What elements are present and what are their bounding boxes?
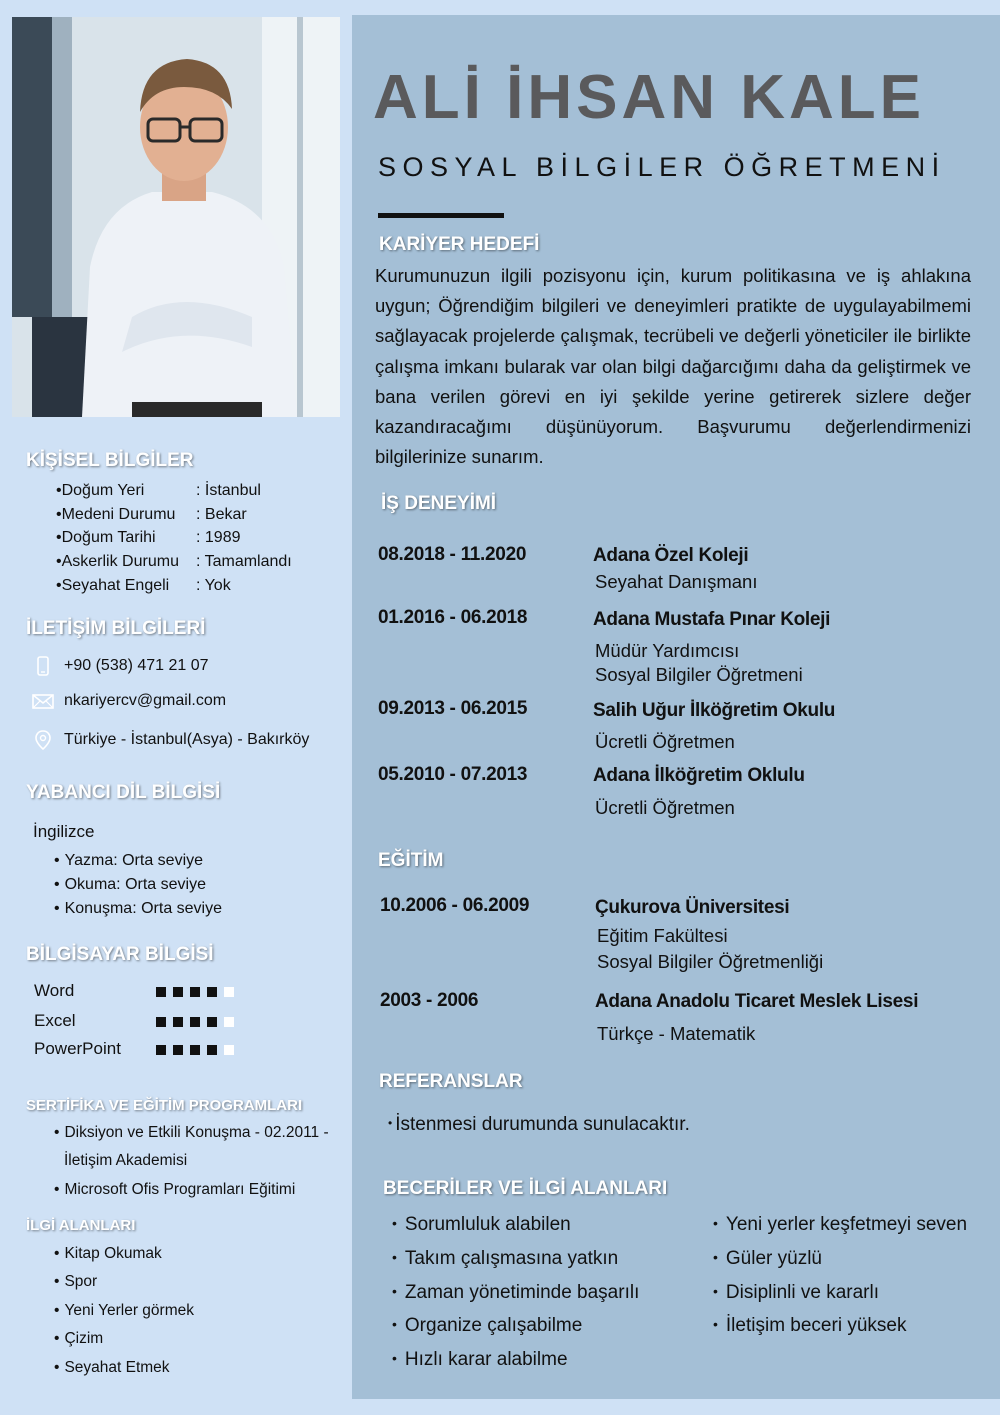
education-detail: Türkçe - Matematik: [597, 1023, 756, 1044]
certificate-item: • Diksiyon ve Etkili Konuşma - 02.2011 -: [54, 1124, 329, 1142]
skill-item: • Hızlı karar alabilme: [392, 1349, 568, 1371]
title-divider: [378, 213, 504, 218]
interest-item: • Seyahat Etmek: [54, 1359, 170, 1377]
objective-text: Kurumunuzun ilgili pozisyonu için, kurum politikasına ve iş ahlakına uygun; Öğrendiğim bilgileri ve deneyimleri pratikte de uygulayabilmemi sağlayacak projelerde çalışmak, tecrübeli ve değerli yöneticiler ile birlikte çalışma imkanı bularak var olan bilgi dağarcığımı daha da geliştirmek ve bana verilen görevi en iyi şekilde yerine getirerek sizlere değer kazandıracağımı düşünüyorum. Başvurumu değerlendirmenizi bilgilerinize sunarım.: [375, 265, 971, 468]
address-text: Türkiye - İstanbul(Asya) - Bakırköy: [64, 731, 310, 748]
experience-date: 01.2016 - 06.2018: [378, 607, 528, 628]
mail-icon: [32, 690, 54, 712]
email-text[interactable]: nkariyercv@gmail.com: [64, 692, 227, 709]
personal-value: : 1989: [196, 529, 241, 546]
skill-level-square: [190, 1045, 200, 1055]
skill-item: • Güler yüzlü: [713, 1248, 822, 1270]
language-skill: • Konuşma: Orta seviye: [54, 900, 222, 918]
language-name: İngilizce: [33, 822, 95, 841]
interest-item: • Yeni Yerler görmek: [54, 1302, 194, 1320]
skill-level-square: [207, 1017, 217, 1027]
personal-value: : Bekar: [196, 506, 247, 523]
skill-level-square: [207, 987, 217, 997]
experience-role: Ücretli Öğretmen: [595, 731, 735, 752]
languages-heading: YABANCI DİL BİLGİSİ: [26, 782, 221, 803]
computer-skill-row: [34, 981, 274, 1003]
contact-email: [32, 690, 226, 712]
education-date: 2003 - 2006: [380, 990, 479, 1011]
personal-label: •Doğum Yeri: [56, 482, 145, 499]
skill-level-square: [173, 987, 183, 997]
objective-heading: KARİYER HEDEFİ: [379, 234, 540, 255]
skill-level-square: [173, 1017, 183, 1027]
education-detail: Eğitim Fakültesi: [597, 925, 728, 946]
skill-item: • İletişim beceri yüksek: [713, 1315, 906, 1337]
computer-skill-name: Excel: [34, 1011, 76, 1030]
skill-level-square: [207, 1045, 217, 1055]
skill-item: • Organize çalışabilme: [392, 1315, 582, 1337]
personal-label: •Doğum Tarihi: [56, 529, 156, 546]
certificate-item-cont: İletişim Akademisi: [64, 1152, 188, 1169]
certificates-heading: SERTİFİKA VE EĞİTİM PROGRAMLARI: [26, 1097, 303, 1114]
skills-heading: BECERİLER VE İLGİ ALANLARI: [383, 1178, 668, 1199]
personal-label: •Seyahat Engeli: [56, 577, 170, 594]
experience-role: Ücretli Öğretmen: [595, 797, 735, 818]
education-heading: EĞİTİM: [378, 850, 444, 871]
bullet-icon: •: [388, 1116, 393, 1130]
job-title: SOSYAL BİLGİLER ÖĞRETMENİ: [378, 152, 946, 182]
experience-date: 05.2010 - 07.2013: [378, 764, 528, 785]
references-text: İstenmesi durumunda sunulacaktır.: [395, 1114, 690, 1135]
skill-level-square: [190, 1017, 200, 1027]
personal-label: •Askerlik Durumu: [56, 553, 179, 570]
skill-item: • Disiplinli ve kararlı: [713, 1282, 879, 1304]
experience-role: Sosyal Bilgiler Öğretmeni: [595, 664, 803, 685]
computer-skill-name: PowerPoint: [34, 1039, 121, 1058]
education-detail: Sosyal Bilgiler Öğretmenliği: [597, 951, 824, 972]
contact-heading: İLETİŞİM BİLGİLERİ: [26, 618, 206, 639]
references-item: [388, 1114, 690, 1136]
skill-item: • Takım çalışmasına yatkın: [392, 1248, 618, 1270]
interests-heading: İLGİ ALANLARI: [26, 1217, 136, 1234]
experience-org: Salih Uğur İlköğretim Okulu: [593, 700, 836, 721]
skill-level-square: [224, 1045, 234, 1055]
skill-level-square: [224, 1017, 234, 1027]
education-school: Adana Anadolu Ticaret Meslek Lisesi: [595, 991, 919, 1012]
skill-level-square: [156, 1017, 166, 1027]
skill-level-dots: [156, 987, 234, 997]
references-heading: REFERANSLAR: [379, 1071, 523, 1092]
phone-text: +90 (538) 471 21 07: [64, 657, 209, 674]
skill-level-square: [224, 987, 234, 997]
contact-phone: [32, 655, 209, 677]
personal-value: : Tamamlandı: [196, 553, 292, 570]
contact-address: [32, 729, 309, 751]
personal-info-heading: KİŞİSEL BİLGİLER: [26, 450, 194, 471]
skill-level-square: [173, 1045, 183, 1055]
computer-skill-name: Word: [34, 981, 75, 1000]
experience-date: 09.2013 - 06.2015: [378, 698, 528, 719]
personal-label: •Medeni Durumu: [56, 506, 176, 523]
profile-photo: [12, 17, 340, 417]
computer-heading: BİLGİSAYAR BİLGİSİ: [26, 944, 214, 965]
experience-org: Adana İlköğretim Oklulu: [593, 765, 805, 786]
experience-heading: İŞ DENEYİMİ: [381, 493, 497, 514]
skill-item: • Sorumluluk alabilen: [392, 1214, 571, 1236]
computer-skill-row: [34, 1039, 274, 1061]
experience-org: Adana Özel Koleji: [593, 545, 749, 566]
education-school: Çukurova Üniversitesi: [595, 897, 790, 918]
interest-item: • Kitap Okumak: [54, 1245, 162, 1263]
computer-skill-row: [34, 1011, 274, 1033]
experience-org: Adana Mustafa Pınar Koleji: [593, 609, 831, 630]
interest-item: • Spor: [54, 1273, 97, 1291]
candidate-name: ALİ İHSAN KALE: [373, 63, 925, 132]
skill-level-square: [156, 987, 166, 997]
experience-role: Seyahat Danışmanı: [595, 571, 758, 592]
certificate-item: • Microsoft Ofis Programları Eğitimi: [54, 1181, 295, 1199]
interest-item: • Çizim: [54, 1330, 103, 1348]
skill-item: • Yeni yerler keşfetmeyi seven: [713, 1214, 967, 1236]
personal-value: : Yok: [196, 577, 231, 594]
skill-level-dots: [156, 1017, 234, 1027]
skill-level-dots: [156, 1045, 234, 1055]
location-icon: [32, 729, 54, 751]
language-skill: • Okuma: Orta seviye: [54, 876, 206, 894]
experience-date: 08.2018 - 11.2020: [378, 544, 527, 565]
phone-icon: [32, 655, 54, 677]
education-date: 10.2006 - 06.2009: [380, 895, 530, 916]
language-skill: • Yazma: Orta seviye: [54, 852, 203, 870]
skill-level-square: [190, 987, 200, 997]
experience-role: Müdür Yardımcısı: [595, 640, 740, 661]
skill-level-square: [156, 1045, 166, 1055]
skill-item: • Zaman yönetiminde başarılı: [392, 1282, 639, 1304]
personal-value: : İstanbul: [196, 482, 261, 499]
